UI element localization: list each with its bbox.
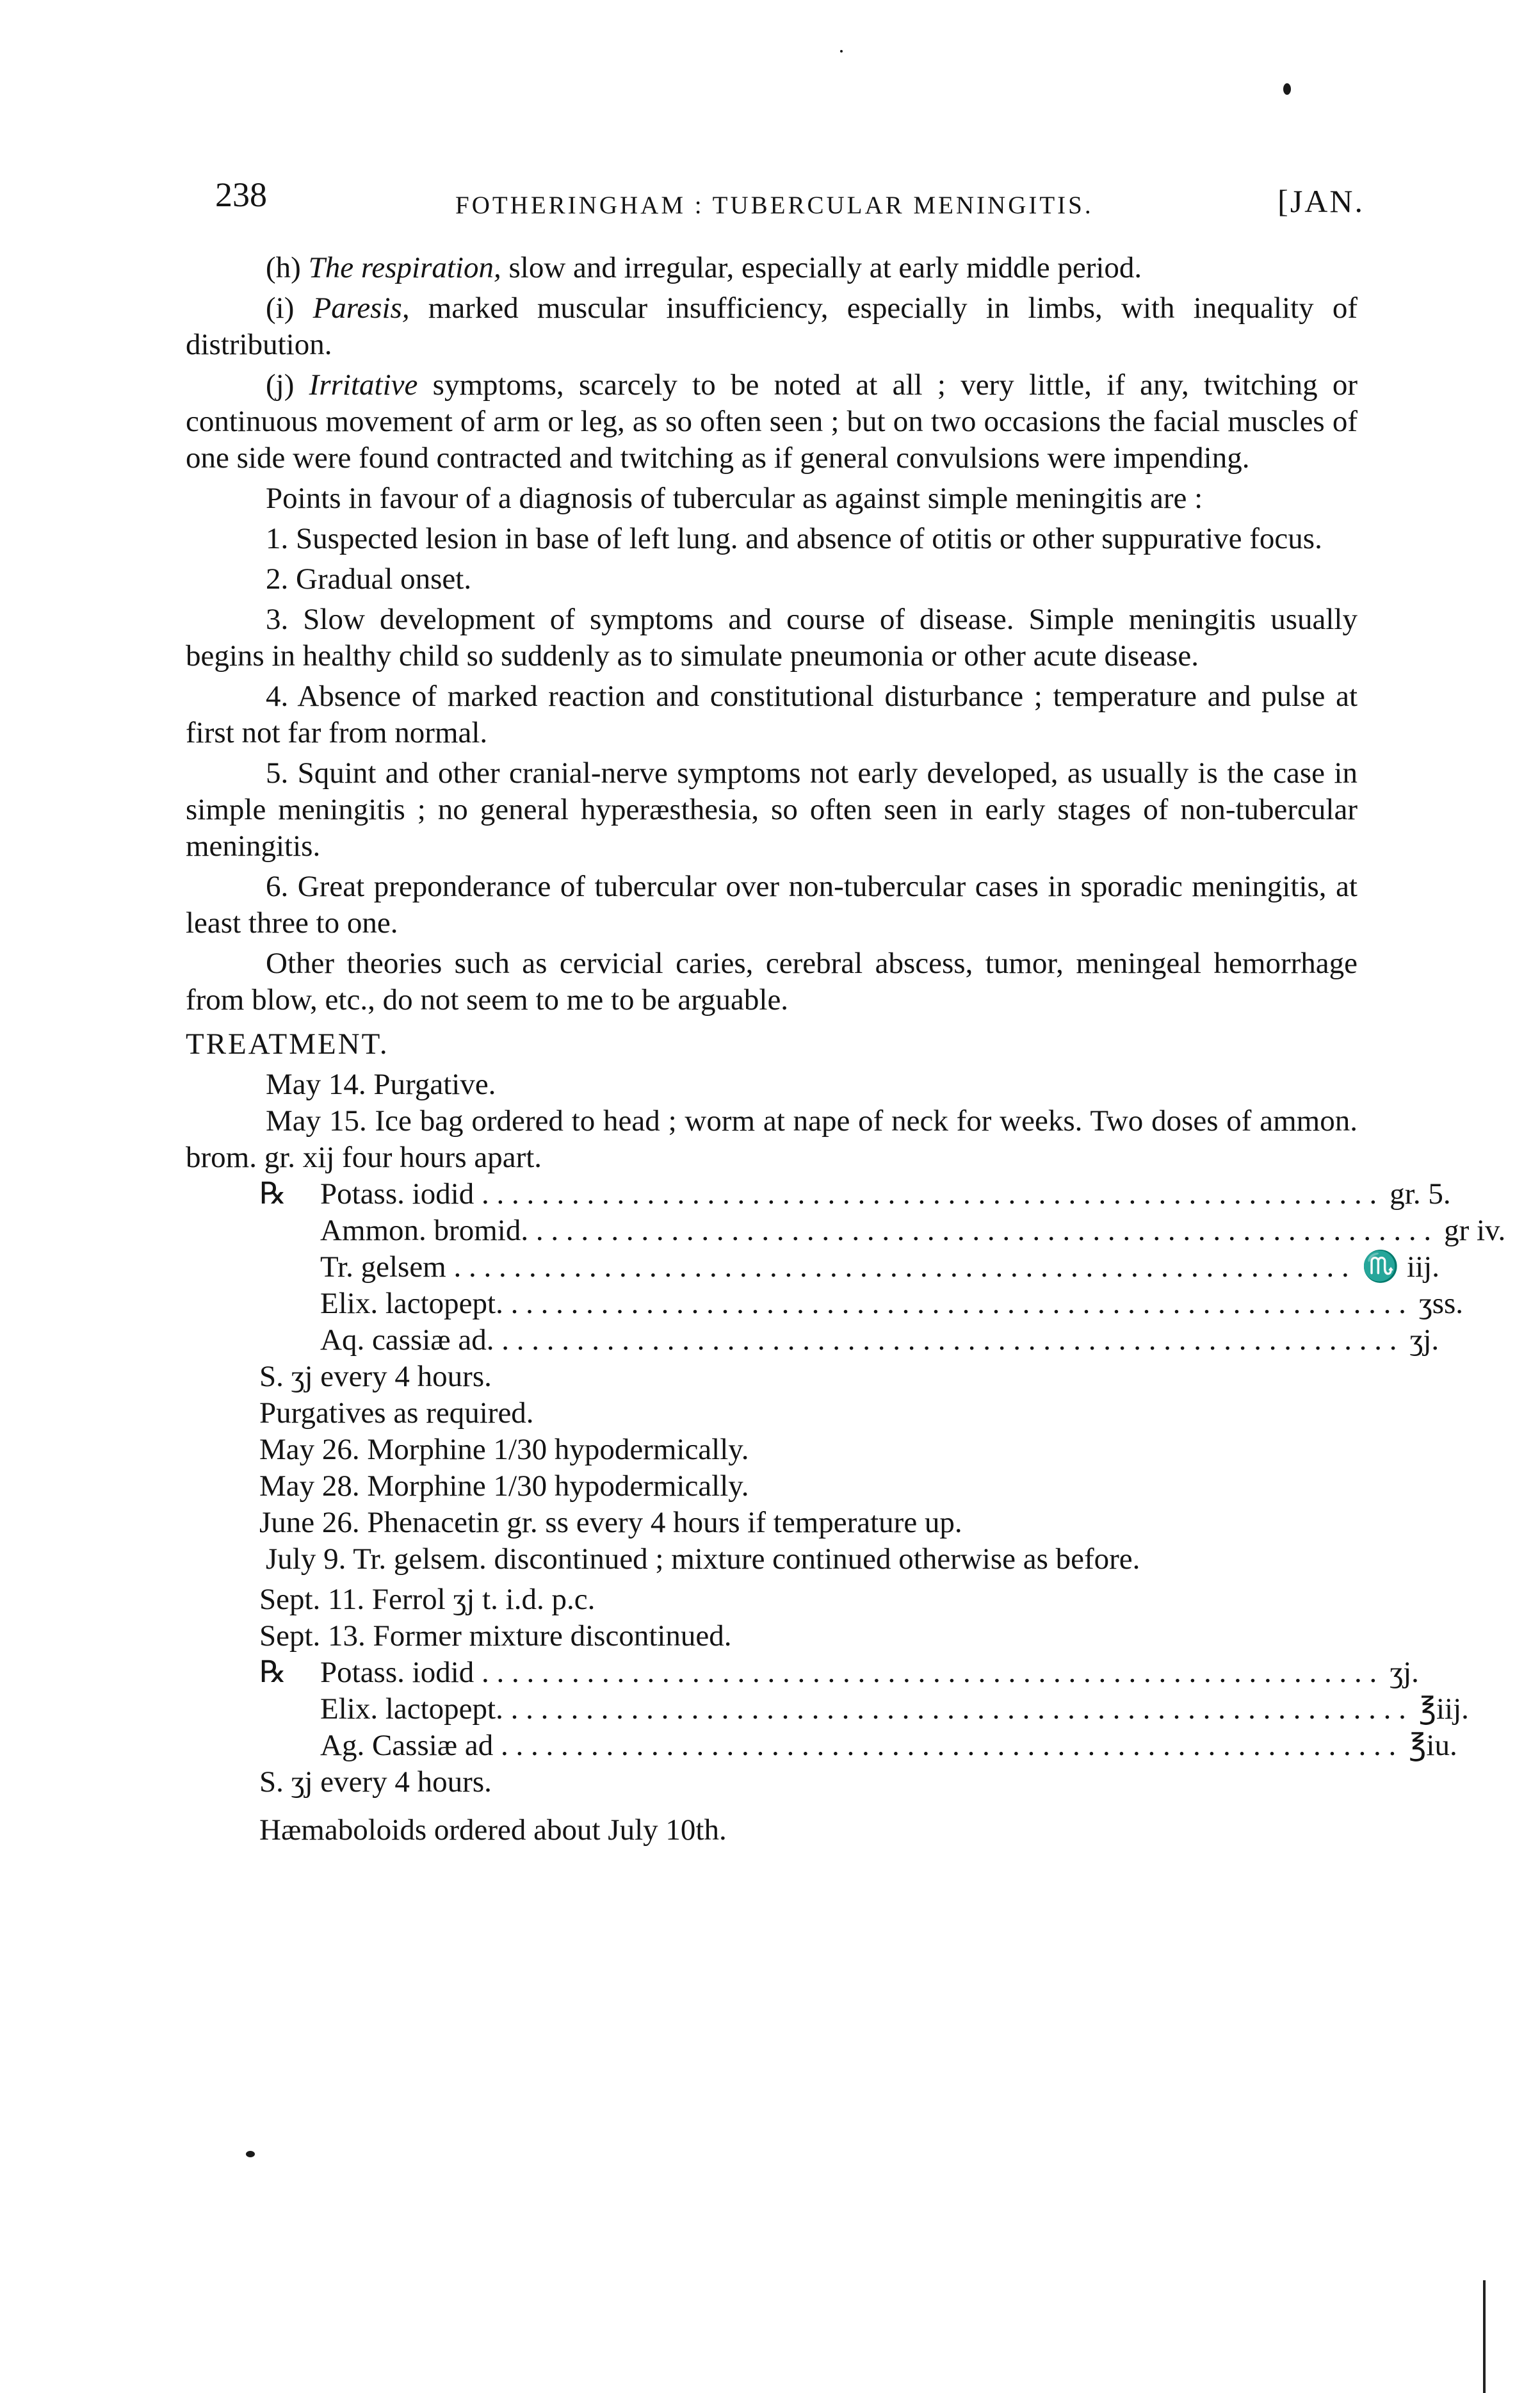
rx-drug: Elix. lactopept. . . . . . . . . . . . . . . . . . . . . . . . . . . . . . . . . . . . . . . . . . . . . . . . . . . . . . . . . . . . . xyxy=(320,1287,1406,1320)
point-6: 6. Great preponderance of tubercular over non-tubercular cases in sporadic meningitis, at least three to one. xyxy=(186,870,1358,940)
rx-symbol xyxy=(186,1691,320,1727)
entry-may-15: May 15. Ice bag ordered to head ; worm at nape of neck for weeks. Two doses of ammon. brom. gr. xij four hours apart. xyxy=(186,1104,1358,1174)
rx-1-signa: S. ʒj every 4 hours. xyxy=(259,1360,492,1393)
scan-edge-line xyxy=(1483,2280,1486,2393)
rx-dose: ℥iij. xyxy=(1418,1692,1469,1726)
rx-symbol xyxy=(186,1286,320,1322)
page-body xyxy=(186,250,1506,1849)
scan-speck xyxy=(840,50,843,53)
item-text: symptoms, scarcely to be noted at all ; very little, if any, twitching or continuous movement of arm or leg, as so often seen ; but on two occasions the facial muscles of one side were found contracted and twitching as if general convulsions were impending. xyxy=(186,368,1358,475)
rx-dose: ♏ iij. xyxy=(1361,1250,1439,1284)
paragraph-j xyxy=(186,367,1358,477)
item-text: marked muscular insufficiency, especially in limbs, with inequality of distribution. xyxy=(186,291,1358,361)
point-2: 2. Gradual onset. xyxy=(266,562,472,596)
rx-symbol xyxy=(186,1213,320,1249)
rx-dose: ʒj. xyxy=(1390,1656,1419,1689)
item-title: Irritative xyxy=(309,368,418,402)
rx-symbol: ℞ xyxy=(259,1177,287,1211)
running-title: FOTHERINGHAM : TUBERCULAR MENINGITIS. xyxy=(455,192,1094,219)
rx-line xyxy=(186,1286,1464,1322)
rx-dose: ℥iu. xyxy=(1409,1729,1457,1762)
other-theories: Other theories such as cervicial caries, cerebral abscess, tumor, meningeal hemorrhage from blow, etc., do not seem to me to be arguable. xyxy=(186,947,1358,1017)
entry-may-28: May 28. Morphine 1/30 hypodermically. xyxy=(259,1469,749,1503)
entry-may-14: May 14. Purgative. xyxy=(266,1068,496,1101)
paragraph-h xyxy=(186,250,1358,286)
point-4: 4. Absence of marked reaction and constitutional disturbance ; temperature and pulse at first not far from normal. xyxy=(186,680,1358,749)
rx-drug: Ammon. bromid. . . . . . . . . . . . . . . . . . . . . . . . . . . . . . . . . . . . . . . . . . . . . . . . . . . . . . . . . . . . . xyxy=(320,1214,1432,1247)
item-text: slow and irregular, especially at early middle period. xyxy=(501,251,1142,284)
rx-drug: Aq. cassiæ ad. . . . . . . . . . . . . . . . . . . . . . . . . . . . . . . . . . . . . . . . . . . . . . . . . . . . . . . . . . . . . xyxy=(320,1323,1397,1357)
entry-may-26: May 26. Morphine 1/30 hypodermically. xyxy=(259,1433,749,1466)
rx-symbol: ℞ xyxy=(259,1656,287,1689)
entry-sept-11: Sept. 11. Ferrol ʒj t. i.d. p.c. xyxy=(259,1583,596,1616)
rx-symbol xyxy=(186,1727,320,1764)
rx-2-signa: S. ʒj every 4 hours. xyxy=(259,1765,492,1799)
purgatives-note: Purgatives as required. xyxy=(259,1396,534,1430)
item-title: The respiration, xyxy=(308,251,501,284)
rx-line xyxy=(186,1249,1439,1286)
rx-drug: Ag. Cassiæ ad . . . . . . . . . . . . . . . . . . . . . . . . . . . . . . . . . . . . . . . . . . . . . . . . . . . . . . . . . . . . xyxy=(320,1729,1397,1762)
entry-july-9: July 9. Tr. gelsem. discontinued ; mixture continued otherwise as before. xyxy=(266,1542,1140,1576)
rx-dose: ʒss. xyxy=(1418,1287,1464,1320)
point-3: 3. Slow development of symptoms and course of disease. Simple meningitis usually begins in healthy child so suddenly as to simulate pneumonia or other acute disease. xyxy=(186,603,1358,673)
item-title: Paresis, xyxy=(312,291,410,325)
entry-june-26: June 26. Phenacetin gr. ss every 4 hours if temperature up. xyxy=(259,1506,962,1539)
rx-line xyxy=(186,1654,1419,1691)
haemaboloids-note: Hæmaboloids ordered about July 10th. xyxy=(259,1813,727,1847)
rx-line xyxy=(186,1322,1439,1359)
rx-dose: gr. 5. xyxy=(1390,1177,1451,1211)
rx-dose: gr iv. xyxy=(1444,1214,1506,1247)
rx-drug: Tr. gelsem . . . . . . . . . . . . . . . . . . . . . . . . . . . . . . . . . . . . . . . . . . . . . . . . . . . . . . . . . . . . xyxy=(320,1250,1349,1284)
rx-drug: Potass. iodid . . . . . . . . . . . . . . . . . . . . . . . . . . . . . . . . . . . . . . . . . . . . . . . . . . . . . . . . . . . . xyxy=(320,1177,1377,1211)
rx-symbol xyxy=(186,1322,320,1359)
paragraph-i xyxy=(186,290,1358,363)
rx-drug: Elix. lactopept. . . . . . . . . . . . . . . . . . . . . . . . . . . . . . . . . . . . . . . . . . . . . . . . . . . . . . . . . . . . . xyxy=(320,1692,1406,1726)
rx-symbol xyxy=(186,1249,320,1286)
item-label: (j) xyxy=(266,368,295,402)
item-label: (i) xyxy=(266,291,295,325)
rx-line xyxy=(186,1213,1506,1249)
scan-speck xyxy=(1283,83,1291,95)
prescription-1 xyxy=(186,1176,1506,1359)
item-label: (h) xyxy=(266,251,301,284)
page-number: 238 xyxy=(215,176,267,214)
point-5: 5. Squint and other cranial-nerve symptoms not early developed, as usually is the case in simple meningitis ; no general hyperæsthesia, so often seen in early stages of non-tubercular meningitis. xyxy=(186,756,1358,863)
running-header xyxy=(215,177,1365,222)
rx-line xyxy=(186,1691,1469,1727)
rx-drug: Potass. iodid . . . . . . . . . . . . . . . . . . . . . . . . . . . . . . . . . . . . . . . . . . . . . . . . . . . . . . . . . . . . xyxy=(320,1656,1377,1689)
rx-dose: ʒj. xyxy=(1409,1323,1439,1357)
entry-sept-13: Sept. 13. Former mixture discontinued. xyxy=(259,1619,732,1653)
points-intro: Points in favour of a diagnosis of tubercular as against simple meningitis are : xyxy=(266,482,1203,515)
header-month: [JAN. xyxy=(1277,183,1365,219)
scan-speck xyxy=(246,2151,255,2157)
treatment-heading: TREATMENT. xyxy=(186,1027,389,1061)
rx-line xyxy=(186,1176,1451,1213)
rx-line xyxy=(186,1727,1457,1764)
point-1: 1. Suspected lesion in base of left lung. and absence of otitis or other suppurative focus. xyxy=(266,522,1322,555)
prescription-2 xyxy=(186,1654,1469,1764)
